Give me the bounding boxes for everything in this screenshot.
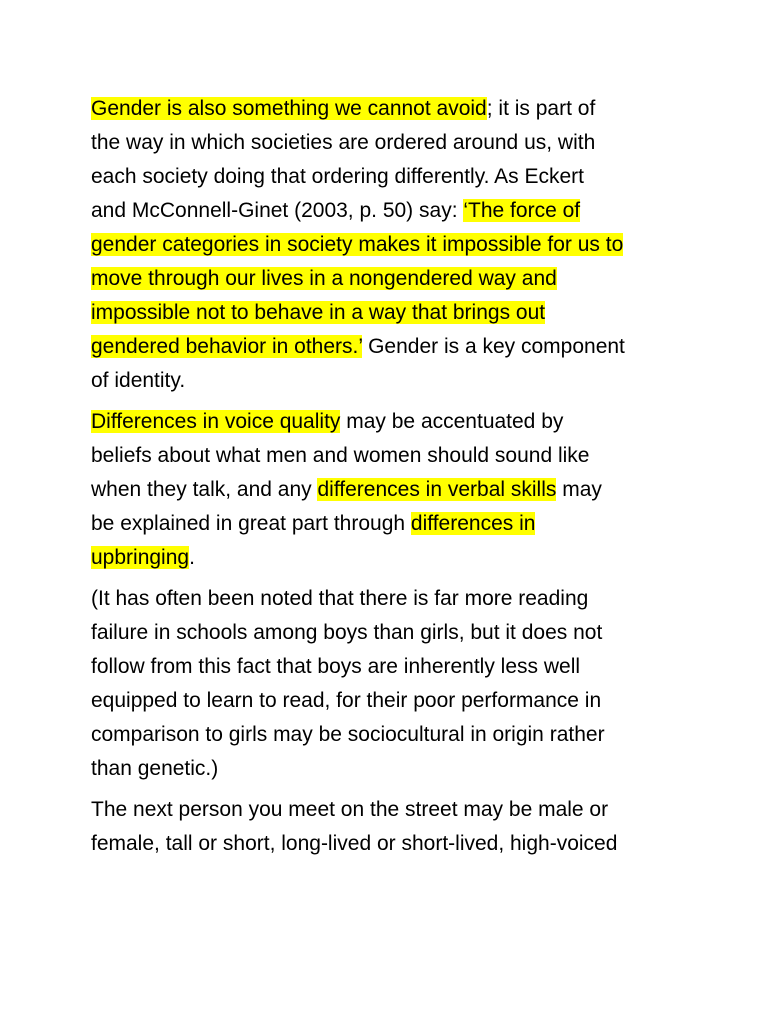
text-line xyxy=(91,405,691,439)
paragraph xyxy=(91,582,691,786)
body-text: comparison to girls may be sociocultural in origin rather xyxy=(91,723,605,746)
text-line xyxy=(91,364,691,398)
body-text: female, tall or short, long-lived or short-lived, high-voiced xyxy=(91,832,618,855)
text-line xyxy=(91,616,691,650)
text-line xyxy=(91,330,691,364)
body-text: equipped to learn to read, for their poor performance in xyxy=(91,689,602,712)
body-text: of identity. xyxy=(91,369,186,392)
body-text: Gender is a key component xyxy=(362,335,625,358)
body-text: ; it is part of xyxy=(486,97,596,120)
highlighted-text: ‘The force of xyxy=(463,199,581,222)
text-line xyxy=(91,160,691,194)
text-line xyxy=(91,296,691,330)
highlighted-text: Differences in voice quality xyxy=(91,410,341,433)
highlighted-text: gender categories in society makes it impossible for us to xyxy=(91,233,624,256)
text-line xyxy=(91,650,691,684)
text-line xyxy=(91,262,691,296)
body-text: the way in which societies are ordered around us, with xyxy=(91,131,596,154)
body-text: failure in schools among boys than girls, but it does not xyxy=(91,621,603,644)
highlighted-text: upbringing xyxy=(91,546,190,569)
paragraph xyxy=(91,92,691,398)
text-line xyxy=(91,582,691,616)
body-text: . xyxy=(189,546,195,569)
text-line xyxy=(91,541,691,575)
document-body xyxy=(91,92,691,868)
paragraph xyxy=(91,793,691,861)
paragraph xyxy=(91,405,691,575)
text-line xyxy=(91,194,691,228)
body-text: beliefs about what men and women should sound like xyxy=(91,444,590,467)
body-text: The next person you meet on the street may be male or xyxy=(91,798,609,821)
highlighted-text: move through our lives in a nongendered way and xyxy=(91,267,557,290)
body-text: each society doing that ordering differently. As Eckert xyxy=(91,165,584,188)
text-line xyxy=(91,92,691,126)
text-line xyxy=(91,507,691,541)
body-text: be explained in great part through xyxy=(91,512,411,535)
highlighted-text: Gender is also something we cannot avoid xyxy=(91,97,487,120)
body-text: than genetic.) xyxy=(91,757,219,780)
text-line xyxy=(91,752,691,786)
text-line xyxy=(91,718,691,752)
text-line xyxy=(91,439,691,473)
body-text: may xyxy=(556,478,602,501)
highlighted-text: impossible not to behave in a way that brings out xyxy=(91,301,546,324)
text-line xyxy=(91,473,691,507)
text-line xyxy=(91,684,691,718)
body-text: (It has often been noted that there is far more reading xyxy=(91,587,589,610)
text-line xyxy=(91,228,691,262)
body-text: when they talk, and any xyxy=(91,478,318,501)
body-text: may be accentuated by xyxy=(340,410,564,433)
body-text: and McConnell-Ginet (2003, p. 50) say: xyxy=(91,199,464,222)
text-line xyxy=(91,793,691,827)
text-line xyxy=(91,827,691,861)
body-text: follow from this fact that boys are inherently less well xyxy=(91,655,581,678)
highlighted-text: differences in xyxy=(410,512,536,535)
highlighted-text: differences in verbal skills xyxy=(317,478,557,501)
highlighted-text: gendered behavior in others.’ xyxy=(91,335,363,358)
text-line xyxy=(91,126,691,160)
